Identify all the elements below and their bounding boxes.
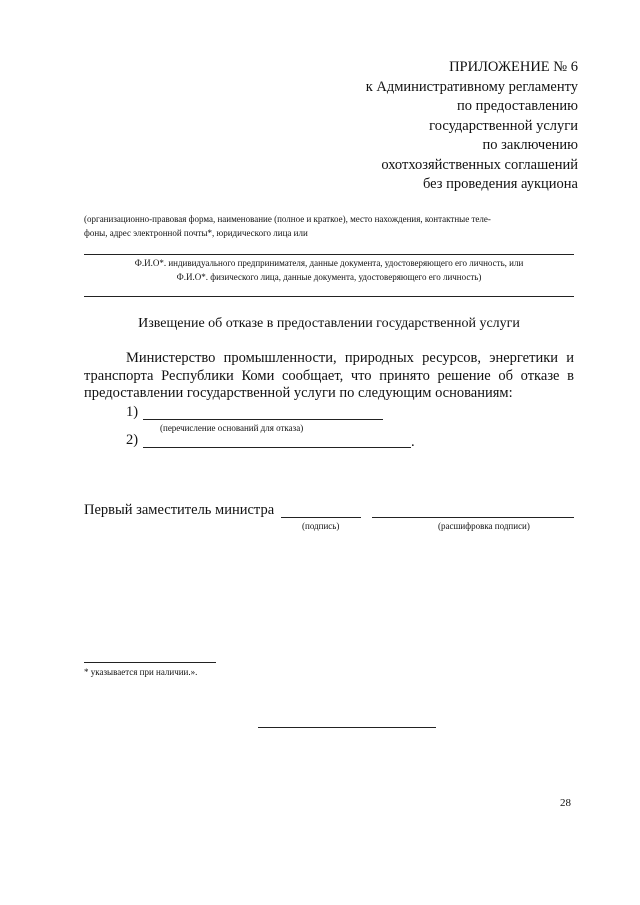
recipient-legal-hint-line1: (организационно-правовая форма, наименование (полное и краткое), место нахождения, контактные теле- <box>84 214 491 224</box>
recipient-entrepreneur-hint-line2: Ф.И.О*. физического лица, данные документа, удостоверяющего его личность) <box>176 272 482 282</box>
item-2-number: 2) <box>126 432 139 448</box>
recipient-fill-line <box>84 254 574 255</box>
notice-title: Извещение об отказе в предоставлении государственной услуги <box>138 316 520 331</box>
notice-body: Министерство промышленности, природных ресурсов, энергетики и транспорта Республики Коми сообщает, что принято решение об отказе в предоставлении государственной услуги по следующим основаниям: <box>84 350 574 401</box>
signature-decoding-fill-line <box>372 517 574 518</box>
signature-decoding-hint: (расшифровка подписи) <box>438 521 530 531</box>
page-number: 28 <box>560 797 571 809</box>
recipient-entrepreneur-hint <box>84 256 574 284</box>
signature-position: Первый заместитель министра <box>84 502 275 518</box>
item-1-fill-line <box>143 419 383 420</box>
appendix-line: без проведения аукциона <box>422 176 578 192</box>
signature-hint: (подпись) <box>302 521 340 531</box>
item-1-number: 1) <box>126 404 139 420</box>
footnote-separator <box>84 662 216 663</box>
closing-line <box>258 727 436 728</box>
recipient-legal-hint <box>84 212 584 240</box>
item-2-end: . <box>411 434 415 450</box>
item-1-hint: (перечисление оснований для отказа) <box>160 423 304 433</box>
recipient-entrepreneur-hint-line1: Ф.И.О*. индивидуального предпринимателя, данные документа, удостоверяющего его личность, или <box>134 258 524 268</box>
item-2-fill-line <box>143 447 411 448</box>
appendix-header <box>318 58 578 195</box>
footnote-text: * указывается при наличии.». <box>84 667 198 677</box>
recipient-legal-hint-line2: фоны, адрес электронной почты*, юридического лица или <box>84 228 308 238</box>
appendix-line: охотхозяйственных соглашений <box>381 156 578 173</box>
appendix-line: по предоставлению <box>457 98 578 114</box>
appendix-line: государственной услуги <box>429 117 578 134</box>
signature-fill-line <box>281 517 361 518</box>
appendix-title: ПРИЛОЖЕНИЕ № 6 <box>449 59 578 75</box>
recipient-fill-line-2 <box>84 296 574 297</box>
appendix-line: к Административному регламенту <box>365 78 578 95</box>
appendix-line: по заключению <box>482 137 578 153</box>
